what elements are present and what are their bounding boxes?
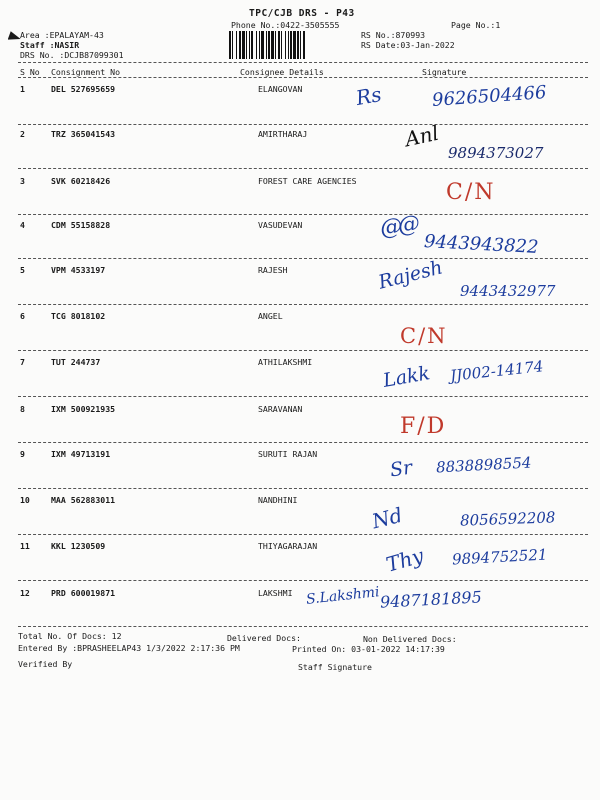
barcode-bar <box>236 31 237 59</box>
barcode-bar <box>268 31 270 59</box>
total-docs: Total No. Of Docs: 12 <box>18 631 122 641</box>
document-title: TPC/CJB DRS - P43 <box>249 8 355 19</box>
row-signature-mark: F/D <box>400 414 447 439</box>
row-divider <box>18 626 588 627</box>
barcode-bar <box>293 31 296 59</box>
barcode-bar <box>271 31 274 59</box>
row-divider <box>18 396 588 397</box>
row-divider <box>18 488 588 489</box>
barcode-bar <box>246 31 247 59</box>
barcode-bar <box>297 31 299 59</box>
barcode-bar <box>300 31 301 59</box>
col-signature: Signature <box>422 67 467 77</box>
row-sno: 3 <box>20 176 25 186</box>
row-signature-mark: C/N <box>400 324 448 348</box>
row-consignment: KKL 1230509 <box>51 541 106 551</box>
row-sno: 11 <box>20 541 30 551</box>
row-signature-mark: @@ <box>378 211 418 242</box>
barcode-bar <box>256 31 257 59</box>
barcode-bar <box>261 31 264 59</box>
row-consignment: TCG 8018102 <box>51 311 106 321</box>
barcode-bar <box>229 31 231 59</box>
row-sno: 4 <box>20 220 25 230</box>
row-signature-note: 8838898554 <box>435 453 532 477</box>
row-signature-note: 9894373027 <box>448 144 544 162</box>
barcode-bar <box>275 31 276 59</box>
row-consignment: IXM 500921935 <box>51 404 116 414</box>
row-signature-note: 9487181895 <box>379 587 483 612</box>
row-divider <box>18 304 588 305</box>
row-divider <box>18 442 588 443</box>
col-consignment: Consignment No <box>51 67 121 77</box>
row-consignment: IXM 49713191 <box>51 449 111 459</box>
printed-on: Printed On: 03-01-2022 14:17:39 <box>292 644 445 654</box>
page-number: Page No.:1 <box>451 20 501 30</box>
row-signature-mark: Thy <box>383 543 427 577</box>
col-sno: S No <box>20 67 40 77</box>
row-consignment: MAA 562883011 <box>51 495 116 505</box>
barcode-bar <box>285 31 286 59</box>
barcode-bar <box>249 31 250 59</box>
row-consignment: TRZ 365041543 <box>51 129 116 139</box>
row-consignment: DEL 527695659 <box>51 84 116 94</box>
barcode-bar <box>281 31 282 59</box>
row-signature-mark: Rs <box>354 81 384 111</box>
barcode-bar <box>259 31 260 59</box>
header-rule-bottom <box>18 77 588 78</box>
barcode-bar <box>239 31 241 59</box>
row-signature-mark: Anl <box>402 120 441 152</box>
row-signature-note: 9443943822 <box>423 231 540 258</box>
row-divider <box>18 258 588 259</box>
verified-by: Verified By <box>18 659 73 669</box>
row-signature-mark: S.Lakshmi <box>305 584 381 608</box>
row-divider <box>18 214 588 215</box>
row-sno: 12 <box>20 588 30 598</box>
row-consignee: THIYAGARAJAN <box>258 541 318 551</box>
barcode-bar <box>290 31 292 59</box>
row-sno: 5 <box>20 265 25 275</box>
staff-signature: Staff Signature <box>298 662 372 672</box>
row-consignee: SURUTI RAJAN <box>258 449 318 459</box>
row-consignment: TUT 244737 <box>51 357 101 367</box>
barcode-bar <box>303 31 305 59</box>
row-signature-mark: Lakk <box>381 362 432 392</box>
row-signature-note: JJ002-14174 <box>449 357 545 385</box>
row-signature-note: 8056592208 <box>459 508 556 530</box>
header-rule-top <box>18 62 588 63</box>
row-consignee: VASUDEVAN <box>258 220 303 230</box>
row-sno: 7 <box>20 357 25 367</box>
drs-number: DRS No. :DCJB87099301 <box>20 50 124 60</box>
barcode-bar <box>242 31 245 59</box>
row-sno: 8 <box>20 404 25 414</box>
row-sno: 9 <box>20 449 25 459</box>
row-consignee: ANGEL <box>258 311 283 321</box>
row-divider <box>18 580 588 581</box>
row-signature-note: 9626504466 <box>431 82 548 111</box>
row-sno: 6 <box>20 311 25 321</box>
row-signature-mark: C/N <box>446 180 496 205</box>
row-sno: 2 <box>20 129 25 139</box>
row-consignee: FOREST CARE AGENCIES <box>258 176 357 186</box>
rs-date: RS Date:03-Jan-2022 <box>361 40 455 50</box>
barcode-bar <box>232 31 233 59</box>
phone-number: Phone No.:0422-3505555 <box>231 20 340 30</box>
row-signature-mark: Rajesh <box>376 256 445 294</box>
row-consignee: LAKSHMI <box>258 588 293 598</box>
row-consignee: NANDHINI <box>258 495 298 505</box>
row-consignment: PRD 600019871 <box>51 588 116 598</box>
barcode-bar <box>288 31 289 59</box>
area-label: Area :EPALAYAM-43 <box>20 30 104 40</box>
row-signature-mark: Sr <box>388 456 414 482</box>
row-consignee: SARAVANAN <box>258 404 303 414</box>
row-consignee: ATHILAKSHMI <box>258 357 313 367</box>
barcode-bar <box>266 31 267 59</box>
row-consignment: SVK 60218426 <box>51 176 111 186</box>
row-divider <box>18 168 588 169</box>
delivered-docs: Delivered Docs: <box>227 633 301 643</box>
row-sno: 1 <box>20 84 25 94</box>
barcode-bar <box>278 31 280 59</box>
row-consignment: CDM 55158828 <box>51 220 111 230</box>
staff-label: Staff :NASIR <box>20 40 80 50</box>
row-signature-note: 9894752521 <box>451 545 548 569</box>
row-consignment: VPM 4533197 <box>51 265 106 275</box>
col-consignee: Consignee Details <box>240 67 324 77</box>
row-consignee: ELANGOVAN <box>258 84 303 94</box>
row-divider <box>18 124 588 125</box>
row-consignee: RAJESH <box>258 265 288 275</box>
row-divider <box>18 534 588 535</box>
rs-number: RS No.:870993 <box>361 30 426 40</box>
row-signature-note: 9443432977 <box>460 282 556 300</box>
entered-by: Entered By :BPRASHEELAP43 1/3/2022 2:17:36 PM <box>18 643 240 653</box>
barcode-bar <box>251 31 253 59</box>
row-signature-mark: Nd <box>369 502 405 534</box>
barcode <box>229 31 356 59</box>
non-delivered-docs: Non Delivered Docs: <box>363 634 457 644</box>
row-divider <box>18 350 588 351</box>
row-sno: 10 <box>20 495 30 505</box>
row-consignee: AMIRTHARAJ <box>258 129 308 139</box>
